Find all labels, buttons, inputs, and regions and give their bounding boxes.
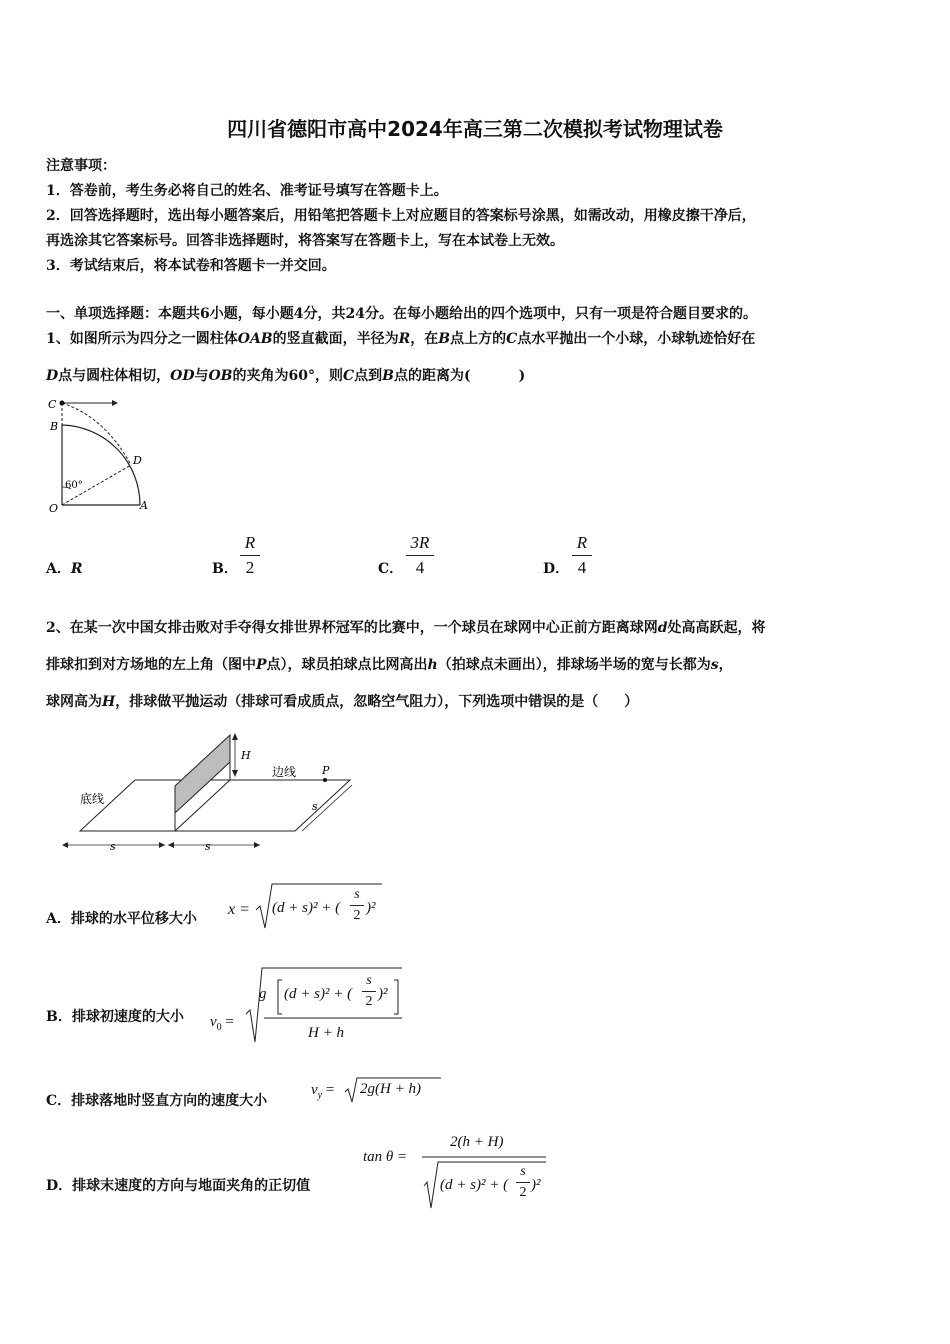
q2-formula-d-frac: s 2 <box>516 1164 530 1201</box>
q2-figure <box>60 728 360 858</box>
q2-option-d[interactable]: D．排球末速度的方向与地面夹角的正切值 <box>46 1178 311 1194</box>
q2-formula-b-frac: s 2 <box>362 973 376 1010</box>
q2-fig-label-s-right: s <box>205 840 211 853</box>
q1-option-d-fraction: R 4 <box>572 533 592 578</box>
notice-item-2-cont: 再选涂其它答案标号。回答非选择题时，将答案写在答题卡上，写在本试卷上无效。 <box>46 233 564 249</box>
q2-formula-c-lhs: $v_y$ = <box>311 1082 335 1101</box>
q1-fig-label-b: B <box>50 420 59 433</box>
section-heading: 一、单项选择题：本题共6小题，每小题4分，共24分。在每小题给出的四个选项中，只有一项是符合题目要求的。 <box>46 306 757 322</box>
notice-heading: 注意事项： <box>46 158 116 174</box>
q2-formula-c-body: 2g(H + h) <box>360 1081 421 1097</box>
q2-fig-s-dim-diag <box>302 785 352 831</box>
q1-option-c-fraction: 3R 4 <box>406 533 434 578</box>
q2-formula-d-body: (d + s)² + ( <box>440 1177 509 1193</box>
notice-item-1: 1．答卷前，考生务必将自己的姓名、准考证号填写在答题卡上。 <box>46 183 448 199</box>
q2-fig-label-s-diag: s <box>312 800 318 813</box>
q2-fig-court <box>80 780 350 831</box>
q2-fig-net <box>175 735 230 813</box>
q1-fig-label-angle: 60° <box>65 480 83 491</box>
q2-fig-label-baseline: 底线 <box>80 792 105 806</box>
q2-formula-b-den: H + h <box>308 1025 344 1041</box>
q2-formula-b-g: g <box>259 986 267 1002</box>
notice-item-3: 3．考试结束后，将本试卷和答题卡一并交回。 <box>46 258 336 274</box>
q2-fig-label-sideline: 边线 <box>272 765 297 779</box>
q2-fig-point-p <box>323 778 327 782</box>
q2-option-a[interactable]: A．排球的水平位移大小 <box>46 911 197 927</box>
q2-formula-a-body: (d + s)² + ( <box>272 900 341 916</box>
q1-option-b-fraction: R 2 <box>240 533 260 578</box>
q2-formula-d-lhs: tan θ = <box>363 1149 408 1165</box>
q2-formula-d-num: 2(h + H) <box>450 1134 504 1150</box>
q2-formula-b-lhs: $v_0$ = <box>210 1014 234 1033</box>
q2-line-1: 2、在某一次中国女排击败对手夺得女排世界杯冠军的比赛中，一个球员在球网中心正前方距离球网d处高高跃起，将 <box>46 620 766 636</box>
q1-option-a[interactable]: A．R <box>46 561 83 577</box>
q1-option-b[interactable]: B． <box>212 561 238 577</box>
q2-option-b[interactable]: B．排球初速度的大小 <box>46 1009 184 1025</box>
notice-item-2: 2．回答选择题时，选出每小题答案后，用铅笔把答题卡上对应题目的答案标号涂黑，如需改动，用橡皮擦干净后， <box>46 208 756 224</box>
q2-fig-label-s-left: s <box>110 840 116 853</box>
q2-line-2: 排球扣到对方场地的左上角（图中P点），球员拍球点比网高出h（拍球点未画出），排球场半场的宽与长都为s， <box>46 657 733 673</box>
q1-fig-ball <box>60 401 65 406</box>
q1-fig-label-a: A <box>140 499 148 512</box>
q2-formula-b-tail: )² <box>378 986 388 1002</box>
q1-fig-label-o: O <box>49 502 59 515</box>
q1-option-c[interactable]: C． <box>378 561 404 577</box>
q2-formula-d-tail: )² <box>531 1177 541 1193</box>
q2-formula-a-frac: s 2 <box>350 887 364 924</box>
q2-formula-a-lhs: x = <box>228 901 250 918</box>
q1-fig-label-d: D <box>133 454 142 467</box>
q2-line-3: 球网高为H，排球做平抛运动（排球可看成质点，忽略空气阻力），下列选项中错误的是（ ） <box>46 694 639 710</box>
q1-fig-arrow-head <box>112 400 118 406</box>
q2-fig-label-h: H <box>241 749 251 762</box>
q2-formula-a-tail: )² <box>366 900 376 916</box>
q2-formula-b-body: (d + s)² + ( <box>284 986 353 1002</box>
page-title: 四川省德阳市高中2024年高三第二次模拟考试物理试卷 <box>227 117 723 141</box>
q1-line-1: 1、如图所示为四分之一圆柱体OAB的竖直截面，半径为R，在B点上方的C点水平抛出一个小球，小球轨迹恰好在 <box>46 331 756 347</box>
q2-option-c[interactable]: C．排球落地时竖直方向的速度大小 <box>46 1093 268 1109</box>
q2-fig-label-p: P <box>322 764 330 777</box>
q1-figure <box>40 392 160 517</box>
q1-fig-arc <box>62 425 140 505</box>
q1-option-d[interactable]: D． <box>543 561 570 577</box>
q1-line-2: D点与圆柱体相切，OD与OB的夹角为60°，则C点到B点的距离为( ) <box>46 368 526 384</box>
q1-fig-label-c: C <box>48 398 57 411</box>
